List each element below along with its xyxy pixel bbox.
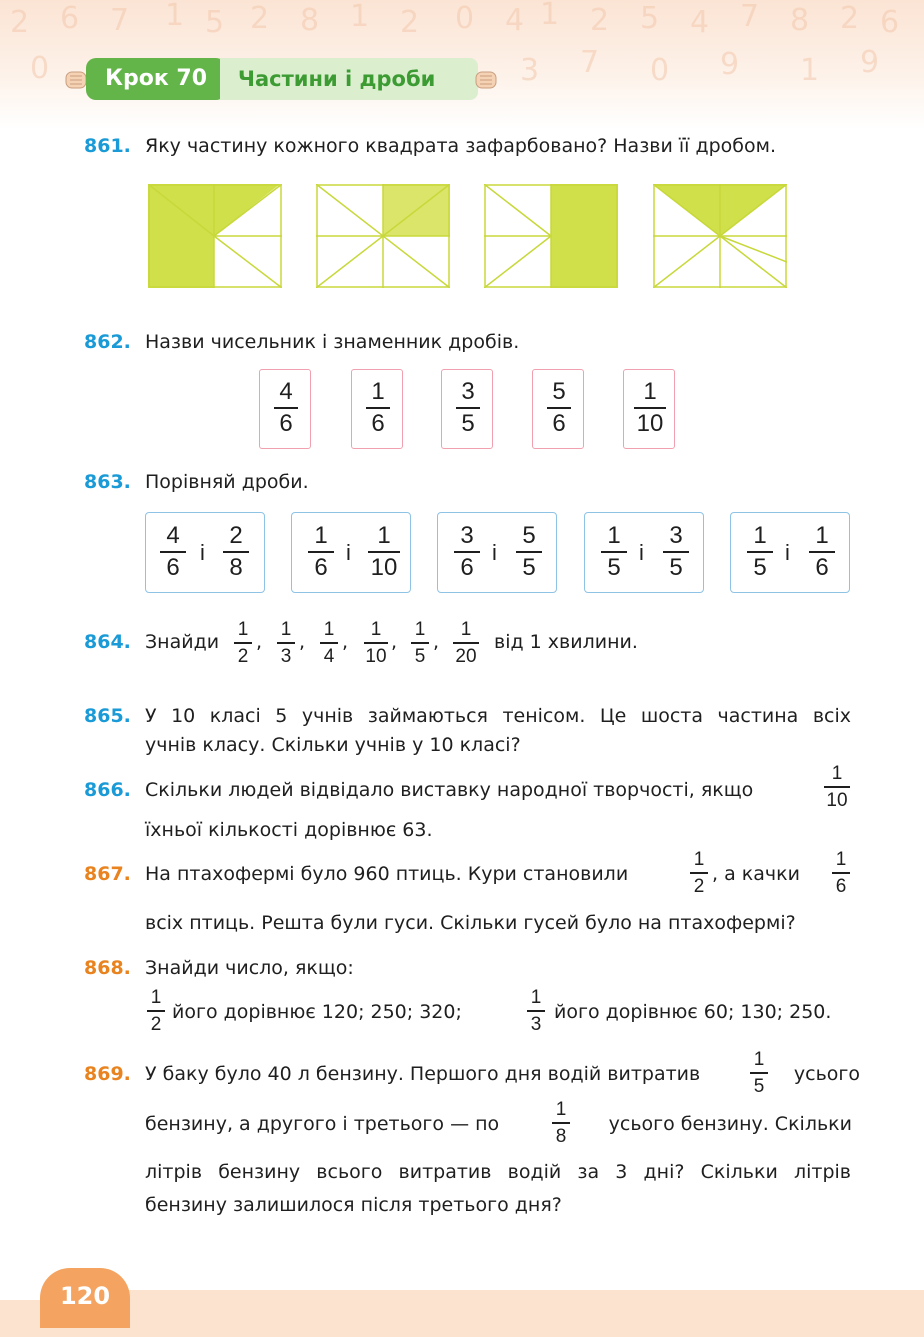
task-text-line: У баку було 40 л бензину. Першого дня водій витратив <box>145 1063 701 1085</box>
fraction: 1 5 <box>747 524 773 580</box>
task-number: 861. <box>84 135 131 157</box>
task-text-line: всіх птиць. Решта були гуси. Скільки гусей було на птахофермі? <box>145 912 796 934</box>
task-864: 864. Знайди 1 2 , 1 3 , 1 4 , 1 10 , 1 5 , 1 20 від 1 хвилини. <box>84 628 884 668</box>
fraction: 2 8 <box>223 524 249 580</box>
fraction: 1 2 <box>234 620 252 666</box>
lesson-title: Частини і дроби <box>220 58 478 100</box>
svg-text:4: 4 <box>505 3 525 38</box>
task-text-line: У 10 класі 5 учнів займаються тенісом. Це шоста частина всіх <box>145 705 851 727</box>
fraction-card <box>623 369 675 449</box>
task-text-line: бензину залишилося після третього дня? <box>145 1194 562 1216</box>
fraction: 1 20 <box>453 620 479 666</box>
fraction: 1 6 <box>308 524 334 580</box>
svg-text:2: 2 <box>250 1 270 36</box>
fraction: 1 8 <box>552 1100 570 1146</box>
fraction: 1 6 <box>809 524 835 580</box>
conjunction: і <box>200 540 205 565</box>
task-text: Порівняй дроби. <box>145 471 309 493</box>
task-number: 867. <box>84 863 131 885</box>
compare-card <box>291 512 411 593</box>
svg-text:9: 9 <box>720 47 740 82</box>
svg-text:2: 2 <box>400 5 420 40</box>
task-text-line: учнів класу. Скільки учнів у 10 класі? <box>145 734 521 756</box>
task-text-line: усього бензину. Скільки <box>608 1113 852 1135</box>
svg-text:0: 0 <box>455 1 475 36</box>
task-number: 869. <box>84 1063 131 1085</box>
fraction: 5 6 <box>547 380 571 436</box>
lesson-header <box>68 58 498 102</box>
square-figure-1 <box>148 184 282 288</box>
svg-text:9: 9 <box>860 45 880 80</box>
conjunction: і <box>492 540 497 565</box>
task-text-suffix: від 1 хвилини. <box>494 631 638 653</box>
fraction: 1 5 <box>601 524 627 580</box>
svg-text:2: 2 <box>590 3 610 38</box>
svg-text:7: 7 <box>740 0 760 34</box>
task-number: 868. <box>84 957 131 979</box>
compare-card <box>730 512 850 593</box>
task-number: 864. <box>84 631 131 653</box>
fraction-card <box>441 369 493 449</box>
svg-text:8: 8 <box>300 3 320 38</box>
conjunction: і <box>785 540 790 565</box>
task-text-line: , а качки <box>712 863 800 885</box>
compare-card <box>584 512 704 593</box>
page-number: 120 <box>40 1268 130 1328</box>
task-866 <box>84 763 884 846</box>
svg-text:3: 3 <box>520 53 540 88</box>
fraction-card <box>351 369 403 449</box>
svg-text:1: 1 <box>800 53 820 88</box>
fraction: 1 10 <box>824 764 850 810</box>
fraction: 1 5 <box>411 620 429 666</box>
task-text-line: його дорівнює 120; 250; 320; <box>172 1001 462 1023</box>
fraction-card <box>259 369 311 449</box>
svg-text:5: 5 <box>640 1 660 36</box>
square-figure-2 <box>316 184 450 288</box>
task-text-prefix: Знайди <box>145 631 220 653</box>
task-text-line: літрів бензину всього витратив водій за 3 дні? Скільки літрів <box>145 1161 851 1183</box>
svg-text:0: 0 <box>650 53 670 88</box>
fraction-card <box>532 369 584 449</box>
fraction: 1 2 <box>147 988 165 1034</box>
fraction: 5 5 <box>516 524 542 580</box>
fraction: 1 3 <box>527 988 545 1034</box>
compare-card <box>145 512 265 593</box>
svg-text:7: 7 <box>580 45 600 80</box>
fraction: 4 6 <box>274 380 298 436</box>
step-badge: Крок 70 <box>86 58 226 100</box>
fraction: 3 5 <box>663 524 689 580</box>
conjunction: і <box>639 540 644 565</box>
fraction: 1 3 <box>277 620 295 666</box>
svg-text:6: 6 <box>60 1 80 36</box>
footer-wave <box>60 1290 924 1337</box>
fraction: 1 10 <box>365 619 387 667</box>
task-869 <box>84 1049 884 1220</box>
svg-text:1: 1 <box>165 0 185 33</box>
fraction: 1 6 <box>366 380 390 436</box>
svg-text:7: 7 <box>110 3 130 38</box>
fraction: 1 5 <box>750 1050 768 1096</box>
svg-text:2: 2 <box>10 5 30 40</box>
compare-card <box>437 512 557 593</box>
task-text-line: його дорівнює 60; 130; 250. <box>554 1001 832 1023</box>
task-text-line: бензину, а другого і третього — по <box>145 1113 500 1135</box>
square-figure-4 <box>653 184 787 288</box>
svg-text:5: 5 <box>205 5 225 40</box>
task-text-line: На птахофермі було 960 птиць. Кури становили <box>145 863 629 885</box>
fraction: 1 4 <box>320 620 338 666</box>
square-figure-3 <box>484 184 618 288</box>
fraction: 4 6 <box>160 524 186 580</box>
task-text-line: Знайди число, якщо: <box>145 957 354 979</box>
fraction: 1 10 <box>368 524 400 580</box>
fraction: 3 5 <box>456 380 480 436</box>
fraction: 1 10 <box>634 380 666 436</box>
task-number: 863. <box>84 471 131 493</box>
svg-text:6: 6 <box>880 5 900 40</box>
task-865 <box>84 702 884 762</box>
task-text: Назви чисельник і знаменник дробів. <box>145 331 520 353</box>
fraction: 3 6 <box>454 524 480 580</box>
svg-text:4: 4 <box>690 5 710 40</box>
task-text-line: їхньої кількості дорівнює 63. <box>145 819 433 841</box>
fraction: 1 6 <box>832 850 850 896</box>
pointing-hand-icon <box>472 66 498 94</box>
task-868 <box>84 954 884 1044</box>
conjunction: і <box>346 540 351 565</box>
svg-text:1: 1 <box>540 0 560 32</box>
svg-text:8: 8 <box>790 3 810 38</box>
task-text-line: усього <box>793 1063 860 1085</box>
fraction: 1 2 <box>690 850 708 896</box>
task-number: 865. <box>84 705 131 727</box>
svg-text:0: 0 <box>30 51 50 86</box>
svg-text:2: 2 <box>840 1 860 36</box>
task-867 <box>84 849 884 940</box>
svg-text:1: 1 <box>350 0 370 34</box>
task-number: 862. <box>84 331 131 353</box>
task-number: 866. <box>84 779 131 801</box>
task-text-line: Скільки людей відвідало виставку народної творчості, якщо <box>145 779 754 801</box>
task-text: Яку частину кожного квадрата зафарбовано? Назви її дробом. <box>145 135 777 157</box>
